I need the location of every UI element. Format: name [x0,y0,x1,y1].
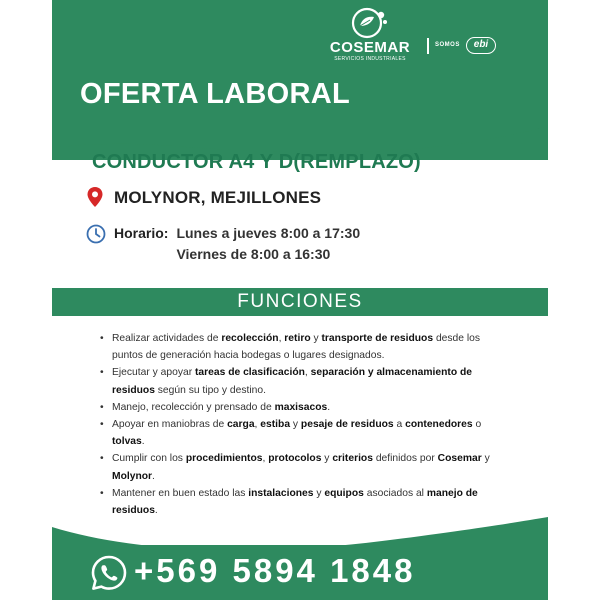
whatsapp-icon [90,554,128,592]
ebi-badge: ebi [466,37,496,54]
brand-divider [427,38,429,54]
section-title: FUNCIONES [52,288,548,316]
duty-text: y [313,487,325,499]
duty-emphasis: transporte de residuos [321,333,434,344]
duty-text: a [393,419,406,431]
duty-text: . [141,436,145,448]
location-pin-icon [86,186,104,208]
duty-emphasis: carga [227,419,255,431]
duty-emphasis: recolección [221,333,279,344]
duty-text: o [472,419,482,431]
duty-emphasis: separación y almacenamiento de residuos [112,367,473,396]
duty-text: Manejo, recolección y prensado de [112,401,275,413]
duty-text: Ejecutar y apoyar [112,367,195,379]
job-poster [52,0,548,600]
cosemar-logo-icon [350,6,390,40]
somos-label: SOMOS [435,42,460,48]
duty-text: Apoyar en maniobras de [112,419,228,431]
duty-emphasis: instalaciones [248,487,314,499]
schedule-line-weekdays: Lunes a jueves 8:00 a 17:30 [176,225,361,241]
duty-emphasis: pesaje de residuos [300,419,394,431]
duty-text: , [278,333,285,344]
duty-text: , [254,419,261,431]
duty-emphasis: estiba [260,419,291,431]
duty-text: Realizar actividades de [112,333,222,344]
duty-text: , [262,453,269,465]
schedule-label: Horario: [114,225,169,241]
duty-text: y [481,453,490,465]
location-text: MOLYNOR, MEJILLONES [114,188,322,207]
duty-emphasis: manejo de residuos [112,487,478,517]
schedule-line-friday: Viernes de 8:00 a 16:30 [176,246,331,262]
location-row [86,186,321,210]
schedule-lines [176,223,360,265]
duty-emphasis: tolvas [112,436,142,448]
duty-emphasis: equipos [324,487,364,499]
duty-emphasis: contenedores [405,419,473,431]
duty-text: , [304,367,311,379]
duty-text: . [152,470,155,482]
job-title: CONDUCTOR A4 Y D(REMPLAZO) [92,151,421,173]
duty-emphasis: Molynor [112,470,153,482]
duty-emphasis: Cosemar [437,453,482,465]
brand-name: COSEMAR [329,39,411,56]
duty-text: . [154,505,158,517]
duty-item [100,330,512,364]
duty-item [100,364,512,398]
duty-text: . [327,401,331,413]
duty-text: asociados al [363,487,427,499]
headline: OFERTA LABORAL [80,78,351,110]
duty-emphasis: procedimientos [185,453,263,465]
duty-item [100,399,512,416]
brand-subtitle: SERVICIOS INDUSTRIALES [334,56,406,62]
duty-text: Cumplir con los [112,453,186,465]
schedule-row [86,223,360,265]
duty-text: y [290,419,301,431]
brand-logo [314,6,426,68]
duty-emphasis: criterios [332,453,373,465]
duty-text: y [321,453,333,465]
duties-list [100,330,512,519]
duty-text: y [310,333,322,344]
duty-emphasis: protocolos [268,453,322,465]
duty-emphasis: maxisacos [274,401,328,413]
clock-icon [86,224,106,244]
duty-emphasis: retiro [284,333,311,344]
duty-text: Mantener en buen estado las [112,487,249,499]
duty-emphasis: tareas de clasificación [195,367,305,379]
phone-number: +569 5894 1848 [134,552,416,589]
duty-text: desde los puntos de generación hacia bodegas o lugares designados. [112,333,481,362]
duty-item [100,416,512,450]
duty-text: definidos por [372,453,438,465]
duty-text: según su tipo y destino. [154,384,266,396]
duty-item [100,450,512,484]
